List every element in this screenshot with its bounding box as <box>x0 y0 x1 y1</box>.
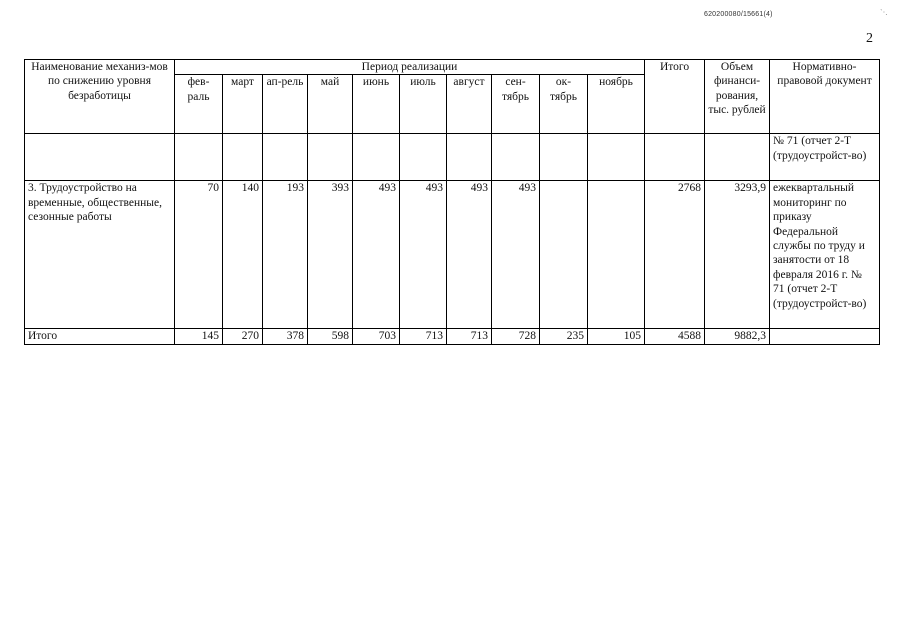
totals-value: 703 <box>353 329 400 344</box>
measures-table <box>24 59 880 345</box>
row-value <box>223 134 263 181</box>
header-normative-text: Нормативно-правовой документ <box>777 61 872 88</box>
row-name <box>25 134 175 181</box>
totals-value: 598 <box>308 329 353 344</box>
row-value <box>588 134 645 181</box>
row-name: 3. Трудоустройство на временные, общественные, сезонные работы <box>25 181 175 329</box>
totals-value: 235 <box>540 329 588 344</box>
page-number: 2 <box>866 31 873 46</box>
header-period-text: Период реализации <box>361 61 458 73</box>
totals-value: 713 <box>400 329 447 344</box>
header-period <box>175 60 645 75</box>
row-value <box>400 134 447 181</box>
row-value: 493 <box>447 181 492 329</box>
totals-label: Итого <box>25 329 175 344</box>
month-header: ап-рель <box>263 75 308 134</box>
header-funding-text: Объем финанси-рования, тыс. рублей <box>708 61 766 117</box>
totals-value: 270 <box>223 329 263 344</box>
row-total: 2768 <box>645 181 705 329</box>
row-value: 193 <box>263 181 308 329</box>
totals-document <box>770 329 880 344</box>
row-value <box>353 134 400 181</box>
table-row <box>25 181 880 329</box>
totals-value: 713 <box>447 329 492 344</box>
header-mechanism-text: Наименование механиз-мов по снижению уровня безработицы <box>31 61 168 102</box>
month-header: март <box>223 75 263 134</box>
month-header: июнь <box>353 75 400 134</box>
row-value: 393 <box>308 181 353 329</box>
row-value: 493 <box>353 181 400 329</box>
row-value: 140 <box>223 181 263 329</box>
row-value <box>175 134 223 181</box>
row-value <box>308 134 353 181</box>
month-header: август <box>447 75 492 134</box>
row-value <box>447 134 492 181</box>
header-mechanism <box>25 60 175 134</box>
row-value: 493 <box>400 181 447 329</box>
header-funding <box>705 60 770 134</box>
totals-value: 145 <box>175 329 223 344</box>
row-value <box>540 134 588 181</box>
totals-total: 4588 <box>645 329 705 344</box>
document-id: 620200080/15661(4) <box>704 11 773 18</box>
totals-value: 378 <box>263 329 308 344</box>
totals-value: 728 <box>492 329 540 344</box>
row-document: № 71 (отчет 2-Т (трудоустройст-во) <box>770 134 880 181</box>
month-header: июль <box>400 75 447 134</box>
header-total-text: Итого <box>659 61 690 73</box>
totals-funding: 9882,3 <box>705 329 770 344</box>
month-header: май <box>308 75 353 134</box>
month-header: ноябрь <box>588 75 645 134</box>
row-value <box>540 181 588 329</box>
row-value <box>263 134 308 181</box>
totals-row <box>25 329 880 344</box>
corner-mark: `·. <box>880 8 888 17</box>
month-header: сен-тябрь <box>492 75 540 134</box>
row-value: 70 <box>175 181 223 329</box>
row-total <box>645 134 705 181</box>
row-value: 493 <box>492 181 540 329</box>
row-funding: 3293,9 <box>705 181 770 329</box>
month-header: фев-раль <box>175 75 223 134</box>
totals-value: 105 <box>588 329 645 344</box>
month-header: ок-тябрь <box>540 75 588 134</box>
table-row <box>25 134 880 181</box>
row-value <box>492 134 540 181</box>
row-document: ежеквартальный мониторинг по приказу Федеральной службы по труду и занятости от 18 февраля 2016 г. № 71 (отчет 2-Т (трудоустройст-во) <box>770 181 880 329</box>
row-value <box>588 181 645 329</box>
row-funding <box>705 134 770 181</box>
header-total <box>645 60 705 134</box>
header-normative <box>770 60 880 134</box>
